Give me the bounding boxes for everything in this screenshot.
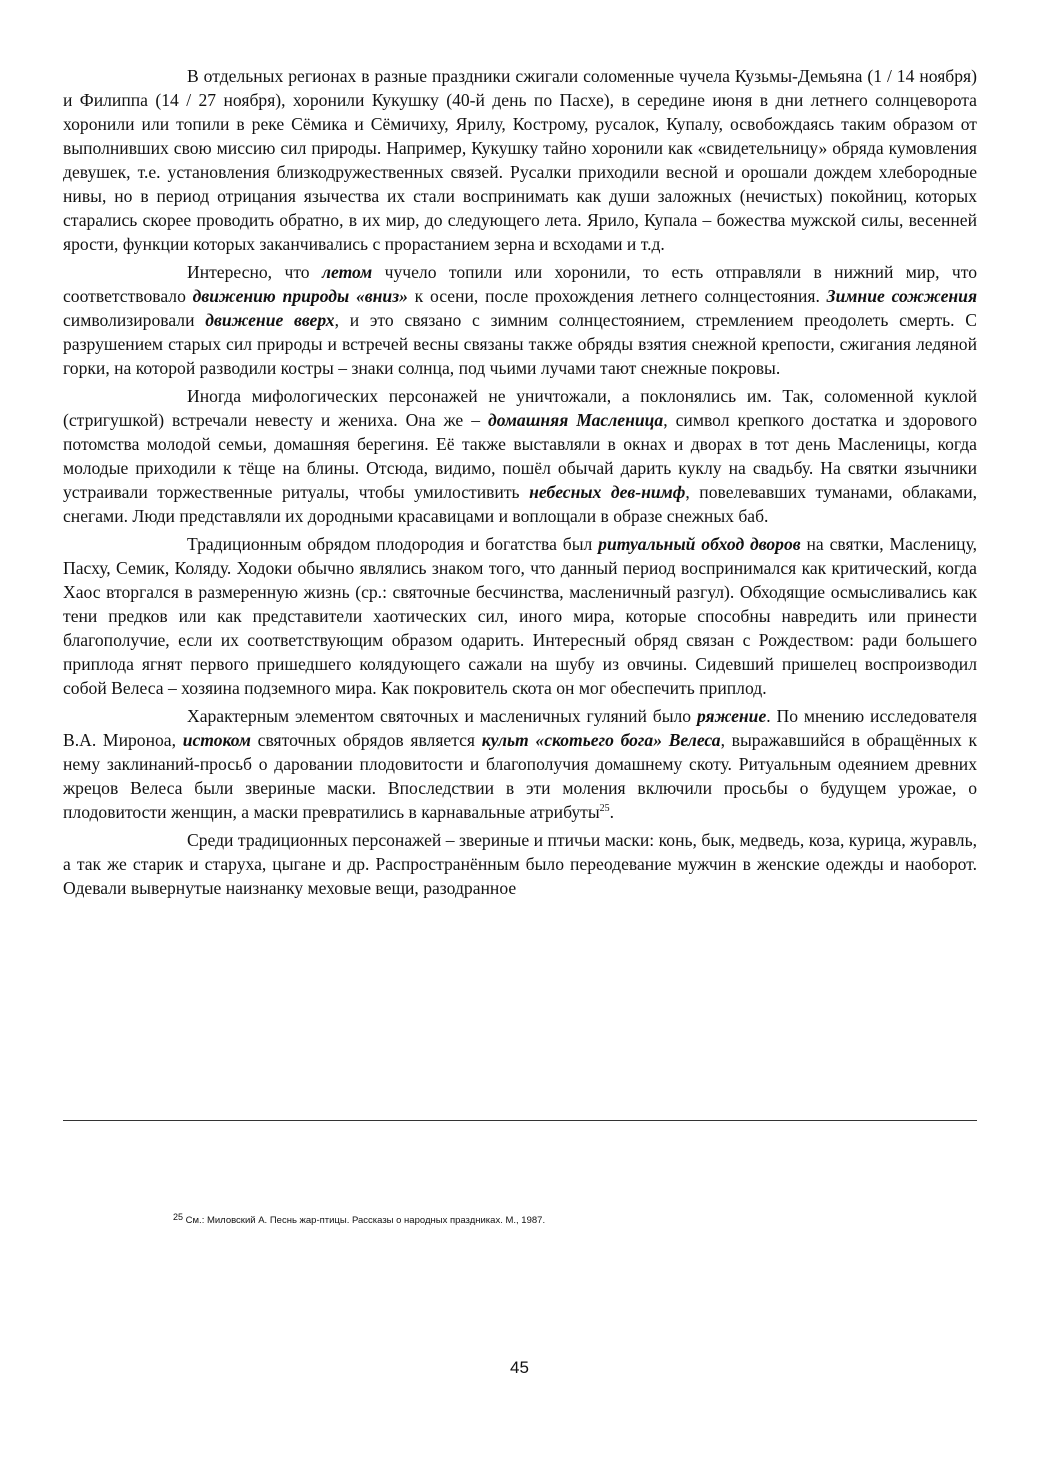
emphasis-text: домашняя Масленица [488, 410, 664, 430]
text-run: В отдельных регионах в разные праздники сжигали соломенные чучела Кузьмы-Демьяна (1 / 14 ноября) и Филиппа (14 / 27 ноября), хоронили Кукушку (40-й день по Пасхе), в середине июня в дни летнего солнцеворота хоронили или топили в реке Сёмика и Сёмичиху, Ярилу, Кострому, русалок, Купалу, освобождаясь таким образом от выполнивших свою миссию сил природы. Например, Кукушку тайно хоронили как «свидетельницу» обряда кумовления девушек, т.е. установления близкодружественных связей. Русалки приходили весной и орошали дождем хлебородные нивы, но в период отрицания язычества их стали воспринимать как души заложных (нечистых) покойниц, которых старались скорее проводить обратно, в их мир, до следующего лета. Ярило, Купала – божества мужской силы, весенней ярости, функции которых заканчивались с прорастанием зерна и всходами и т.д. [63, 66, 977, 254]
footnote [173, 1212, 973, 1226]
text-run: . По мнению исследователя В.А. Мироноа, [63, 706, 977, 750]
text-run: , повелевавших туманами, облаками, снегами. Люди представляли их дородными красавицами и воплощали в образе снежных баб. [63, 482, 978, 526]
text-run: , выражавшийся в обращённых к нему заклинаний-просьб о даровании плодовитости и благополучия домашнему скоту. Ритуальным одеянием древних жрецов Велеса были звериные маски. Впоследствии в эти моления включили просьбы о будущем урожае, о плодовитости женщин, а маски превратились в карнавальные атрибуты [63, 730, 977, 822]
emphasis-text: ряжение [696, 706, 767, 726]
text-run: Иногда мифологических персонажей не уничтожали, а поклонялись им. Так, соломенной куклой (стригушкой) встречали невесту и жениха. Она же – [63, 386, 977, 430]
footnote-reference: 25 [599, 803, 610, 815]
text-run: Интересно, что [187, 262, 322, 282]
paragraph [63, 260, 977, 380]
text-run: Характерным элементом святочных и масленичных гуляний было [187, 706, 697, 726]
page-number: 45 [510, 1358, 529, 1377]
footnote-marker: 25 [173, 1212, 184, 1222]
emphasis-text: истоком [182, 730, 251, 750]
text-run: , символ крепкого достатка и здорового потомства молодой семьи, домашняя берегиня. Её также выставляли в окнах и дворах в тот день Масленицы, когда молодые приходили к тёще на блины. Отсюда, видимо, пошёл обычай дарить куклу на свадьбу. На святки язычники устраивали торжественные ритуалы, чтобы умилостивить [63, 410, 978, 502]
paragraph [63, 532, 977, 700]
paragraph [63, 384, 977, 528]
emphasis-text: Зимние сожжения [826, 286, 978, 306]
emphasis-text: движение вверх [205, 310, 335, 330]
emphasis-text: летом [321, 262, 373, 282]
text-run: к осени, после прохождения летнего солнцестояния. [407, 286, 827, 306]
paragraph [63, 704, 977, 824]
text-run: . [609, 802, 615, 822]
emphasis-text: ритуальный обход дворов [598, 534, 801, 554]
text-run: на святки, Масленицу, Пасху, Семик, Коляду. Ходоки обычно являлись знаком того, что данный период воспринимался как критический, когда Хаос вторгался в размеренную жизнь (ср.: святочные бесчинства, масленичный разгул). Обходящие осмысливались как тени предков или как представители хаотических сил, иного мира, которые способны навредить или принести благополучие, если их соответствующим образом одарить. Интересный обряд связан с Рождеством: ради большего приплода ягнят первого пришедшего колядующего сажали на шубу из овчины. Сидевший пришелец воспроизводил собой Велеса – хозяина подземного мира. Как покровитель скота он мог обеспечить приплод. [63, 534, 978, 698]
paragraph [63, 828, 977, 900]
text-run: , и это связано с зимним солнцестоянием, стремлением преодолеть смерть. С разрушением старых сил природы и встречей весны связаны также обряды взятия снежной крепости, сжигания ледяной горки, на которой разводили костры – знаки солнца, под чьими лучами тают снежные покровы. [63, 310, 977, 378]
text-run: святочных обрядов является [250, 730, 482, 750]
emphasis-text: движению природы «вниз» [192, 286, 408, 306]
footnote-separator [63, 1120, 977, 1121]
text-run: Среди традиционных персонажей – звериные и птичьи маски: конь, бык, медведь, коза, курица, журавль, а так же старик и старуха, цыгане и др. Распространённым было переодевание мужчин в женские одежды и наоборот. Одевали вывернутые наизнанку меховые вещи, разодранное [63, 830, 977, 898]
footnote-text: См.: Миловский А. Песнь жар-птицы. Рассказы о народных праздниках. М., 1987. [185, 1215, 546, 1226]
text-run: символизировали [63, 310, 206, 330]
text-run: чучело топили или хоронили, то есть отправляли в нижний мир, что соответствовало [63, 262, 978, 306]
emphasis-text: небесных дев-нимф [529, 482, 686, 502]
body-text [63, 64, 977, 904]
paragraph [63, 64, 977, 256]
emphasis-text: культ «скотьего бога» Велеса [481, 730, 721, 750]
text-run: Традиционным обрядом плодородия и богатства был [187, 534, 599, 554]
